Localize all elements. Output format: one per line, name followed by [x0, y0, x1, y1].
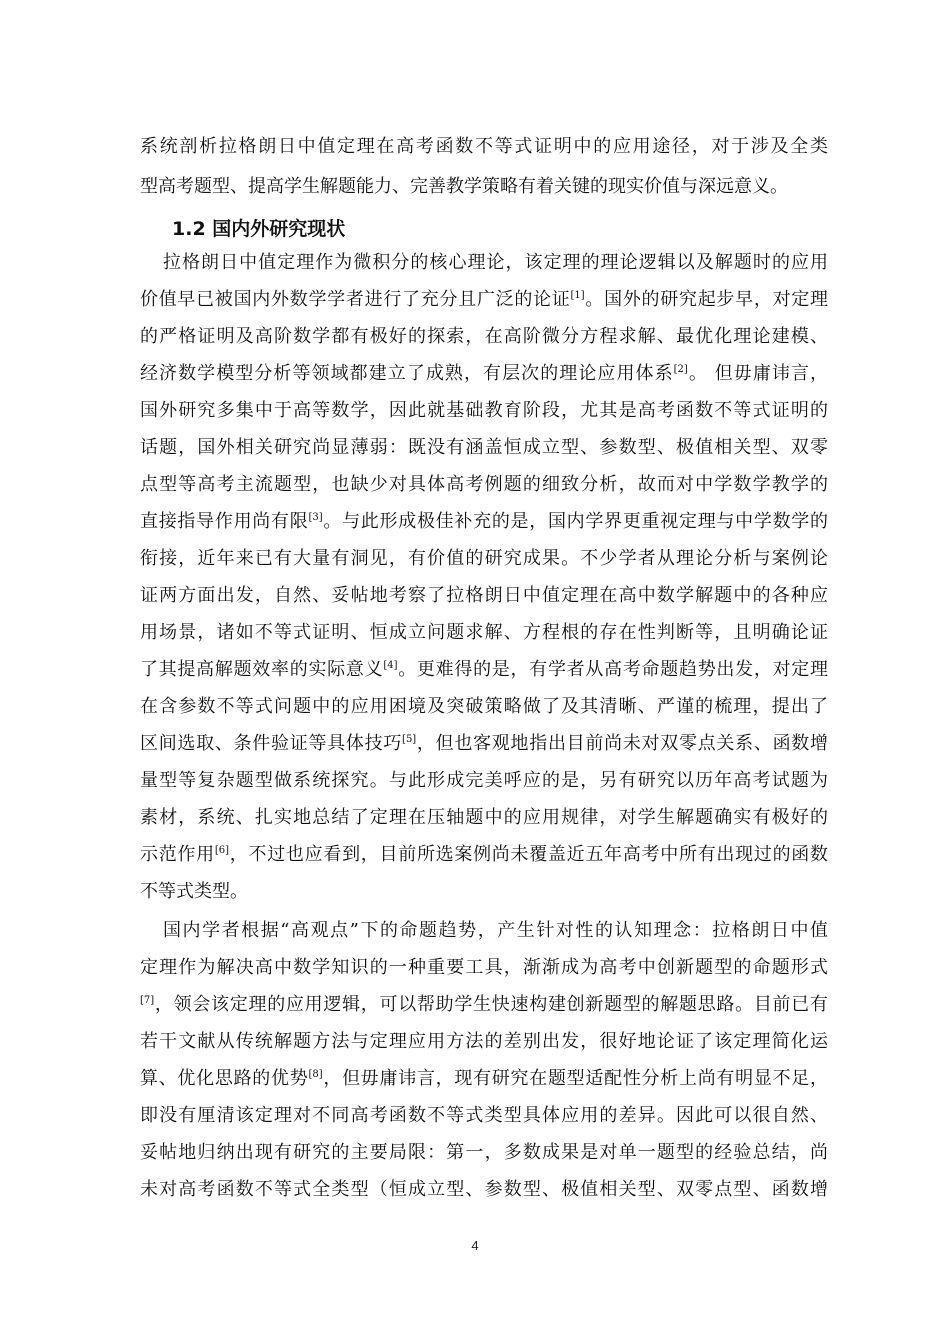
body-text-line: 型高考题型、提高学生解题能力、完善教学策略有着关键的现实价值与深远意义。	[140, 176, 788, 197]
paragraph-2-line: 国内学者根据“高观点”下的命题趋势，产生针对性的认知理念：拉格朗日中值	[163, 920, 828, 941]
citation-ref: [3]	[308, 512, 323, 523]
page-number: 4	[471, 1238, 479, 1253]
paragraph-1-line: 证两方面出发，自然、妥帖地考察了拉格朗日中值定理在高中数学解题中的各种应	[140, 585, 828, 606]
citation-ref: [1]	[570, 290, 585, 301]
paragraph-1-line: 经济数学模型分析等领域都建立了成熟，有层次的理论应用体系[2]。 但毋庸讳言，	[140, 363, 828, 384]
paragraph-2-line: 妥帖地归纳出现有研究的主要局限：第一，多数成果是对单一题型的经验总结，尚	[140, 1142, 828, 1163]
paragraph-1-line: 了其提高解题效率的实际意义[4]。更难得的是，有学者从高考命题趋势出发，对定理	[140, 659, 828, 680]
paragraph-1-line: 国外研究多集中于高等数学，因此就基础教育阶段，尤其是高考函数不等式证明的	[140, 400, 828, 421]
paragraph-1-line: 拉格朗日中值定理作为微积分的核心理论，该定理的理论逻辑以及解题时的应用	[163, 252, 828, 273]
paragraph-2-line: 若干文献从传统解题方法与定理应用方法的差别出发，很好地论证了该定理简化运	[140, 1031, 828, 1052]
paragraph-1-line: 的严格证明及高阶数学都有极好的探索，在高阶微分方程求解、最优化理论建模、	[140, 326, 828, 347]
paragraph-1-line: 区间选取、条件验证等具体技巧[5]，但也客观地指出目前尚未对双零点关系、函数增	[140, 733, 829, 754]
section-heading: 1.2 国内外研究现状	[172, 218, 346, 240]
paragraph-2-line: 未对高考函数不等式全类型（恒成立型、参数型、极值相关型、双零点型、函数增	[140, 1179, 828, 1200]
paragraph-1-line: 衔接，近年来已有大量有洞见，有价值的研究成果。不少学者从理论分析与案例论	[140, 548, 828, 569]
citation-ref: [2]	[673, 364, 688, 375]
paragraph-1-line: 用场景，诸如不等式证明、恒成立问题求解、方程根的存在性判断等，且明确论证	[140, 622, 828, 643]
citation-ref: [5]	[402, 734, 417, 745]
paragraph-1-line: 素材，系统、扎实地总结了定理在压轴题中的应用规律，对学生解题确实有极好的	[140, 807, 828, 828]
paragraph-1-line: 价值早已被国内外数学学者进行了充分且广泛的论证[1]。国外的研究起步早，对定理	[140, 289, 828, 310]
paragraph-2-line: 即没有厘清该定理对不同高考函数不等式类型具体应用的差异。因此可以很自然、	[140, 1105, 828, 1126]
paragraph-2-line: [7]，领会该定理的应用逻辑，可以帮助学生快速构建创新题型的解题思路。目前已有	[140, 994, 828, 1015]
body-text-line: 系统剖析拉格朗日中值定理在高考函数不等式证明中的应用途径，对于涉及全类	[140, 136, 828, 157]
paragraph-1-line: 直接指导作用尚有限[3]。与此形成极佳补充的是，国内学界更重视定理与中学数学的	[140, 511, 829, 532]
paragraph-1-line: 量型等复杂题型做系统探究。与此形成完美呼应的是，另有研究以历年高考试题为	[140, 770, 828, 791]
paragraph-1-line: 示范作用[6]，不过也应看到，目前所选案例尚未覆盖近五年高考中所有出现过的函数	[140, 844, 829, 865]
citation-ref: [7]	[140, 995, 155, 1006]
paragraph-1-line: 不等式类型。	[140, 881, 248, 902]
paragraph-1-line: 在含参数不等式问题中的应用困境及突破策略做了及其清晰、严谨的梳理，提出了	[140, 696, 828, 717]
citation-ref: [8]	[308, 1069, 323, 1080]
paragraph-1-line: 点型等高考主流题型，也缺少对具体高考例题的细致分析，故而对中学数学教学的	[140, 474, 828, 495]
citation-ref: [4]	[383, 660, 398, 671]
paragraph-1-line: 话题，国外相关研究尚显薄弱：既没有涵盖恒成立型、参数型、极值相关型、双零	[140, 437, 828, 458]
paragraph-2-line: 定理作为解决高中数学知识的一种重要工具，渐渐成为高考中创新题型的命题形式	[140, 957, 828, 978]
paragraph-2-line: 算、优化思路的优势[8]，但毋庸讳言，现有研究在题型适配性分析上尚有明显不足，	[140, 1068, 829, 1089]
citation-ref: [6]	[214, 845, 230, 856]
